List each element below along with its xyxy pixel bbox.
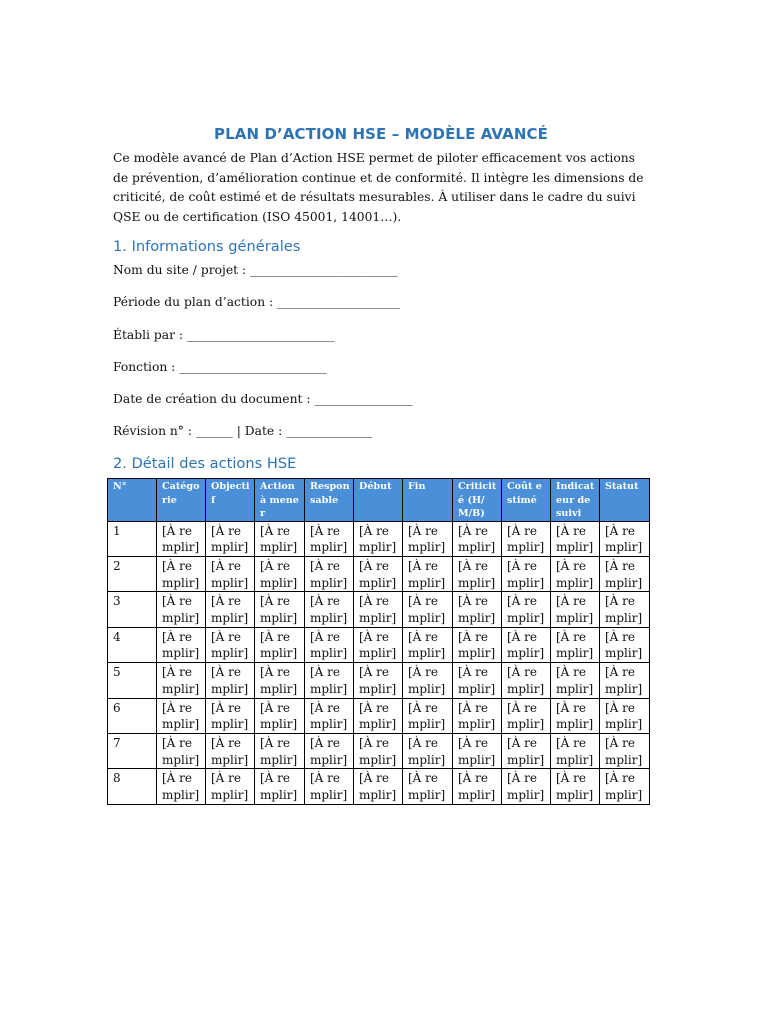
row-number-cell: 5 bbox=[108, 663, 157, 698]
row-number-cell: 4 bbox=[108, 627, 157, 662]
placeholder-cell[interactable]: [À remplir] bbox=[206, 627, 255, 662]
placeholder-cell[interactable]: [À remplir] bbox=[354, 769, 403, 804]
placeholder-cell[interactable]: [À remplir] bbox=[453, 698, 502, 733]
table-row bbox=[108, 769, 650, 804]
placeholder-cell[interactable]: [À remplir] bbox=[551, 521, 600, 556]
placeholder-cell[interactable]: [À remplir] bbox=[255, 592, 305, 627]
placeholder-cell[interactable]: [À remplir] bbox=[206, 521, 255, 556]
section-heading-actions: 2. Détail des actions HSE bbox=[113, 455, 297, 472]
row-number-cell: 1 bbox=[108, 521, 157, 556]
placeholder-cell[interactable]: [À remplir] bbox=[403, 733, 453, 768]
placeholder-cell[interactable]: [À remplir] bbox=[255, 556, 305, 591]
placeholder-cell[interactable]: [À remplir] bbox=[206, 663, 255, 698]
placeholder-cell[interactable]: [À remplir] bbox=[600, 733, 650, 768]
placeholder-cell[interactable]: [À remplir] bbox=[502, 733, 551, 768]
header-number: N° bbox=[108, 479, 157, 522]
placeholder-cell[interactable]: [À remplir] bbox=[354, 592, 403, 627]
placeholder-cell[interactable]: [À remplir] bbox=[502, 592, 551, 627]
placeholder-cell[interactable]: [À remplir] bbox=[157, 592, 206, 627]
placeholder-cell[interactable]: [À remplir] bbox=[255, 733, 305, 768]
intro-paragraph: Ce modèle avancé de Plan d’Action HSE permet de piloter efficacement vos actions de prévention, d’amélioration continue et de conformité. Il intègre les dimensions de criticité, de coût estimé et de résultats mesurables. À utiliser dans le cadre du suivi QSE ou de certification (ISO 45001, 14001…). bbox=[113, 151, 644, 224]
row-number-cell: 7 bbox=[108, 733, 157, 768]
placeholder-cell[interactable]: [À remplir] bbox=[255, 521, 305, 556]
placeholder-cell[interactable]: [À remplir] bbox=[551, 698, 600, 733]
row-number-cell: 8 bbox=[108, 769, 157, 804]
placeholder-cell[interactable]: [À remplir] bbox=[600, 663, 650, 698]
placeholder-cell[interactable]: [À remplir] bbox=[206, 556, 255, 591]
table-row bbox=[108, 627, 650, 662]
placeholder-cell[interactable]: [À remplir] bbox=[551, 556, 600, 591]
placeholder-cell[interactable]: [À remplir] bbox=[157, 698, 206, 733]
placeholder-cell[interactable]: [À remplir] bbox=[403, 521, 453, 556]
placeholder-cell[interactable]: [À remplir] bbox=[600, 769, 650, 804]
placeholder-cell[interactable]: [À remplir] bbox=[255, 769, 305, 804]
placeholder-cell[interactable]: [À remplir] bbox=[255, 663, 305, 698]
header-responsible: Responsable bbox=[305, 479, 354, 522]
placeholder-cell[interactable]: [À remplir] bbox=[354, 556, 403, 591]
placeholder-cell[interactable]: [À remplir] bbox=[206, 698, 255, 733]
header-action: Action à mener bbox=[255, 479, 305, 522]
placeholder-cell[interactable]: [À remplir] bbox=[453, 556, 502, 591]
placeholder-cell[interactable]: [À remplir] bbox=[157, 663, 206, 698]
placeholder-cell[interactable]: [À remplir] bbox=[502, 521, 551, 556]
field-revision: Révision n° : ______ | Date : ______________ bbox=[113, 424, 373, 439]
placeholder-cell[interactable]: [À remplir] bbox=[305, 592, 354, 627]
header-start: Début bbox=[354, 479, 403, 522]
placeholder-cell[interactable]: [À remplir] bbox=[453, 627, 502, 662]
table-row bbox=[108, 733, 650, 768]
placeholder-cell[interactable]: [À remplir] bbox=[502, 627, 551, 662]
placeholder-cell[interactable]: [À remplir] bbox=[354, 521, 403, 556]
placeholder-cell[interactable]: [À remplir] bbox=[206, 592, 255, 627]
placeholder-cell[interactable]: [À remplir] bbox=[502, 698, 551, 733]
placeholder-cell[interactable]: [À remplir] bbox=[403, 556, 453, 591]
table-row bbox=[108, 663, 650, 698]
placeholder-cell[interactable]: [À remplir] bbox=[305, 733, 354, 768]
placeholder-cell[interactable]: [À remplir] bbox=[206, 733, 255, 768]
placeholder-cell[interactable]: [À remplir] bbox=[403, 769, 453, 804]
placeholder-cell[interactable]: [À remplir] bbox=[453, 521, 502, 556]
field-creation-date: Date de création du document : ________________ bbox=[113, 392, 413, 407]
placeholder-cell[interactable]: [À remplir] bbox=[305, 663, 354, 698]
placeholder-cell[interactable]: [À remplir] bbox=[157, 521, 206, 556]
placeholder-cell[interactable]: [À remplir] bbox=[453, 769, 502, 804]
field-period: Période du plan d’action : ____________________ bbox=[113, 295, 401, 310]
placeholder-cell[interactable]: [À remplir] bbox=[551, 663, 600, 698]
header-end: Fin bbox=[403, 479, 453, 522]
placeholder-cell[interactable]: [À remplir] bbox=[255, 698, 305, 733]
placeholder-cell[interactable]: [À remplir] bbox=[403, 592, 453, 627]
placeholder-cell[interactable]: [À remplir] bbox=[600, 627, 650, 662]
placeholder-cell[interactable]: [À remplir] bbox=[600, 556, 650, 591]
placeholder-cell[interactable]: [À remplir] bbox=[453, 592, 502, 627]
placeholder-cell[interactable]: [À remplir] bbox=[305, 627, 354, 662]
placeholder-cell[interactable]: [À remplir] bbox=[600, 592, 650, 627]
header-status: Statut bbox=[600, 479, 650, 522]
placeholder-cell[interactable]: [À remplir] bbox=[305, 698, 354, 733]
field-prepared-by: Établi par : ________________________ bbox=[113, 327, 335, 342]
placeholder-cell[interactable]: [À remplir] bbox=[551, 592, 600, 627]
placeholder-cell[interactable]: [À remplir] bbox=[403, 627, 453, 662]
placeholder-cell[interactable]: [À remplir] bbox=[157, 733, 206, 768]
field-site-project: Nom du site / projet : ________________________ bbox=[113, 263, 398, 277]
header-estimated-cost: Coût estimé bbox=[502, 479, 551, 522]
document-title: PLAN D’ACTION HSE – MODÈLE AVANCÉ bbox=[214, 125, 548, 143]
placeholder-cell[interactable]: [À remplir] bbox=[255, 627, 305, 662]
placeholder-cell[interactable]: [À remplir] bbox=[502, 556, 551, 591]
placeholder-cell[interactable]: [À remplir] bbox=[305, 521, 354, 556]
placeholder-cell[interactable]: [À remplir] bbox=[305, 556, 354, 591]
header-category: Catégorie bbox=[157, 479, 206, 522]
placeholder-cell[interactable]: [À remplir] bbox=[551, 733, 600, 768]
placeholder-cell[interactable]: [À remplir] bbox=[157, 627, 206, 662]
placeholder-cell[interactable]: [À remplir] bbox=[453, 733, 502, 768]
placeholder-cell[interactable]: [À remplir] bbox=[403, 663, 453, 698]
table-body bbox=[108, 521, 650, 804]
placeholder-cell[interactable]: [À remplir] bbox=[502, 663, 551, 698]
placeholder-cell[interactable]: [À remplir] bbox=[551, 627, 600, 662]
placeholder-cell[interactable]: [À remplir] bbox=[206, 769, 255, 804]
placeholder-cell[interactable]: [À remplir] bbox=[502, 769, 551, 804]
placeholder-cell[interactable]: [À remplir] bbox=[600, 521, 650, 556]
table-row bbox=[108, 592, 650, 627]
table-header-row bbox=[108, 479, 650, 522]
table-row bbox=[108, 521, 650, 556]
general-info-fields bbox=[113, 262, 649, 456]
placeholder-cell[interactable]: [À remplir] bbox=[157, 769, 206, 804]
placeholder-cell[interactable]: [À remplir] bbox=[305, 769, 354, 804]
placeholder-cell[interactable]: [À remplir] bbox=[354, 698, 403, 733]
table-row bbox=[108, 556, 650, 591]
placeholder-cell[interactable]: [À remplir] bbox=[403, 698, 453, 733]
placeholder-cell[interactable]: [À remplir] bbox=[157, 556, 206, 591]
row-number-cell: 6 bbox=[108, 698, 157, 733]
placeholder-cell[interactable]: [À remplir] bbox=[453, 663, 502, 698]
placeholder-cell[interactable]: [À remplir] bbox=[600, 698, 650, 733]
actions-table bbox=[107, 478, 650, 805]
row-number-cell: 2 bbox=[108, 556, 157, 591]
row-number-cell: 3 bbox=[108, 592, 157, 627]
field-function: Fonction : ________________________ bbox=[113, 359, 327, 374]
header-criticality: Criticité (H/M/B) bbox=[453, 479, 502, 522]
placeholder-cell[interactable]: [À remplir] bbox=[354, 663, 403, 698]
header-indicator: Indicateur de suivi bbox=[551, 479, 600, 522]
header-objective: Objectif bbox=[206, 479, 255, 522]
placeholder-cell[interactable]: [À remplir] bbox=[354, 627, 403, 662]
placeholder-cell[interactable]: [À remplir] bbox=[551, 769, 600, 804]
placeholder-cell[interactable]: [À remplir] bbox=[354, 733, 403, 768]
section-heading-general-info: 1. Informations générales bbox=[113, 238, 301, 255]
table-row bbox=[108, 698, 650, 733]
